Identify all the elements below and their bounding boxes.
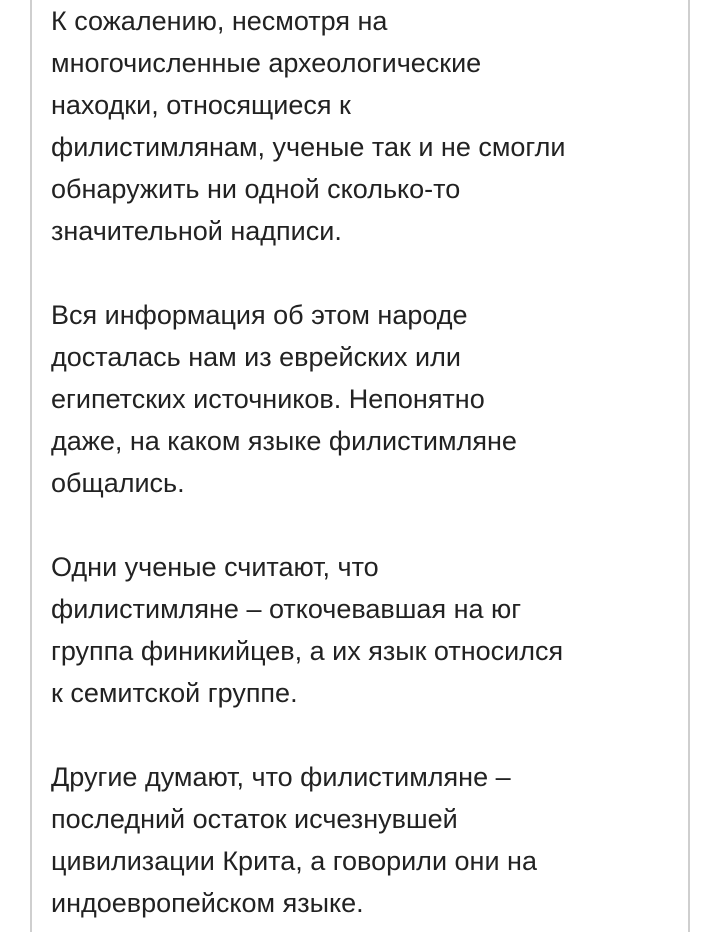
text-line: находки, относящиеся к bbox=[51, 90, 351, 120]
text-line: общались. bbox=[51, 468, 185, 498]
text-line: филистимлянам, ученые так и не смогли bbox=[51, 132, 566, 162]
text-line: к семитской группе. bbox=[51, 678, 298, 708]
text-line: индоевропейском языке. bbox=[51, 888, 364, 918]
text-line: досталась нам из еврейских или bbox=[51, 342, 461, 372]
text-line: филистимляне – откочевавшая на юг bbox=[51, 594, 522, 624]
text-line: египетских источников. Непонятно bbox=[51, 384, 485, 414]
text-line: даже, на каком языке филистимляне bbox=[51, 426, 517, 456]
text-line: Вся информация об этом народе bbox=[51, 300, 468, 330]
article-text bbox=[51, 0, 683, 932]
text-line: последний остаток исчезнувшей bbox=[51, 804, 458, 834]
text-line: К сожалению, несмотря на bbox=[51, 6, 388, 36]
text-line: Другие думают, что филистимляне – bbox=[51, 762, 511, 792]
text-line: цивилизации Крита, а говорили они на bbox=[51, 846, 537, 876]
text-line: многочисленные археологические bbox=[51, 48, 482, 78]
paragraph-3 bbox=[51, 546, 683, 714]
paragraph-4 bbox=[51, 756, 683, 924]
paragraph-2 bbox=[51, 294, 683, 504]
text-line: обнаружить ни одной сколько-то bbox=[51, 174, 461, 204]
text-line: Одни ученые считают, что bbox=[51, 552, 379, 582]
text-line: значительной надписи. bbox=[51, 216, 342, 246]
paragraph-1 bbox=[51, 0, 683, 252]
text-line: группа финикийцев, а их язык относился bbox=[51, 636, 564, 666]
